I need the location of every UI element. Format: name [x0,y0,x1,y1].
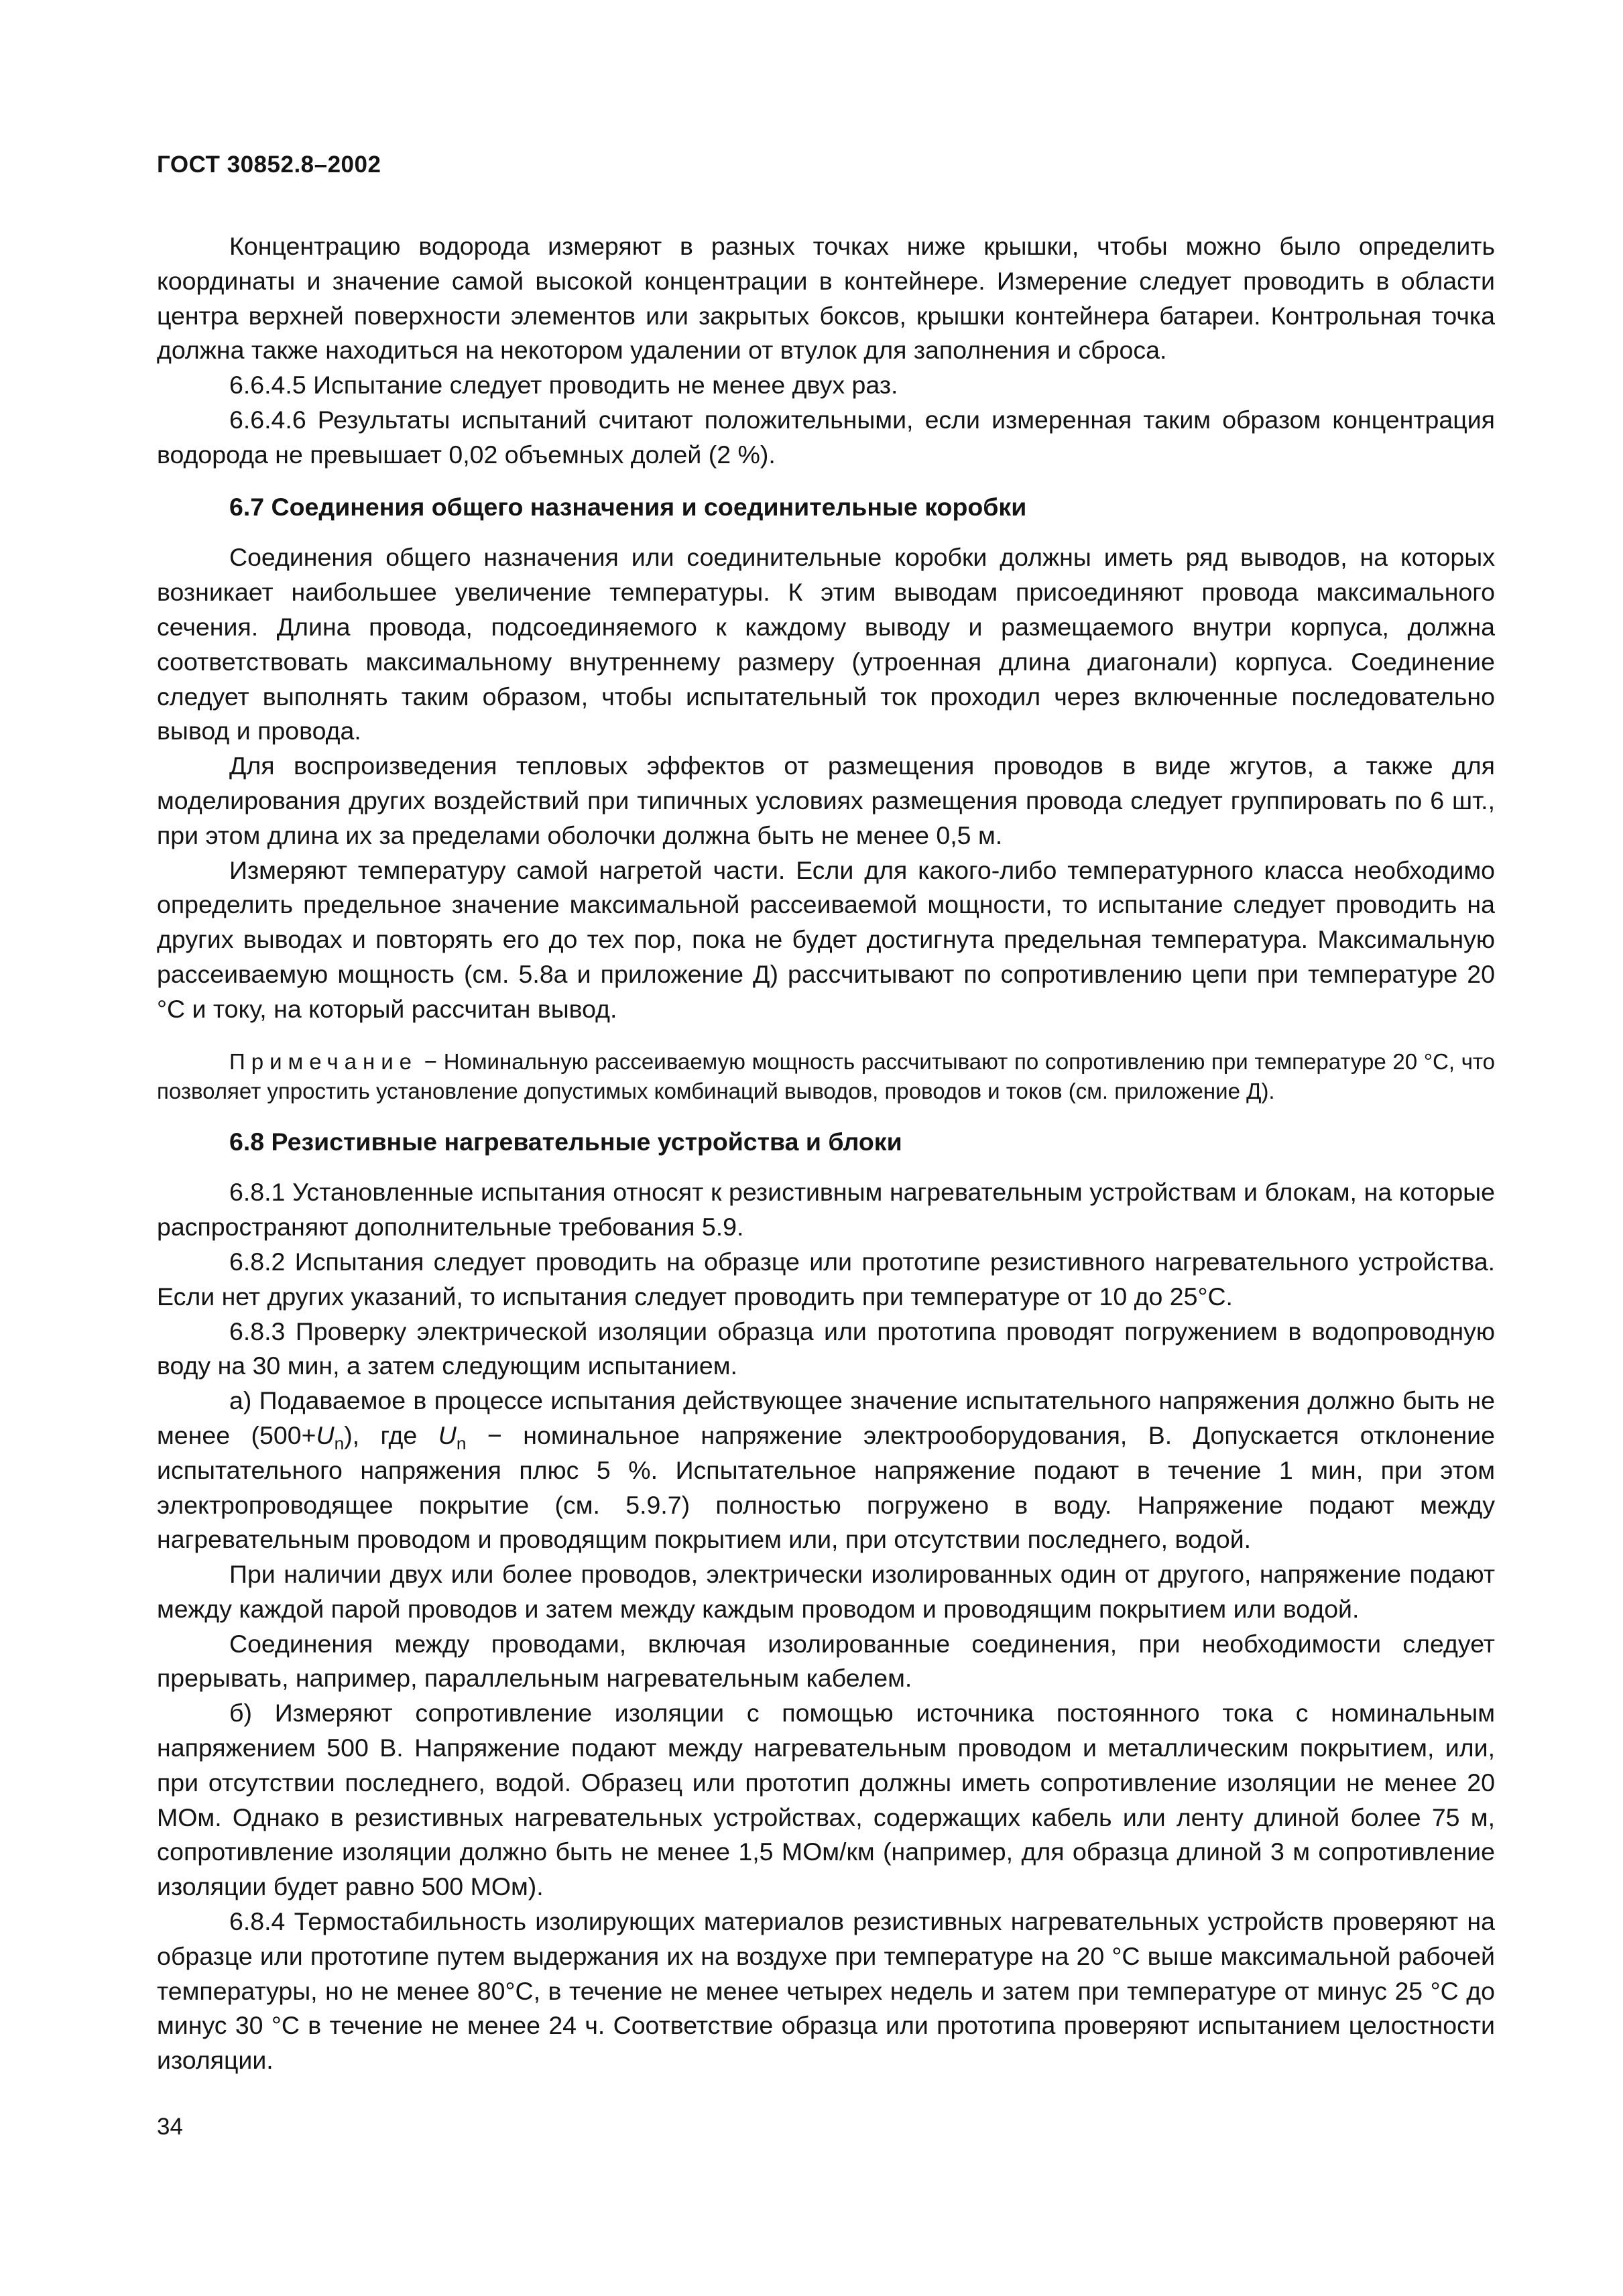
section-heading-6-8: 6.8 Резистивные нагревательные устройства и блоки [229,1127,902,1156]
text-run: ), где [344,1421,438,1449]
voltage-symbol: U [438,1421,457,1449]
paragraph: Соединения общего назначения или соединительные коробки должны иметь ряд выводов, на которых возникает наибольшее увеличение температуры. К этим выводам присоединяют провода максимального сечения. Длина провода, подсоединяемого к каждому выводу и размещаемого внутри корпуса, должна соответствовать максимальному внутреннему размеру (утроенная длина диагонали) корпуса. Соединение следует выполнять таким образом, чтобы испытательный ток проходил через включенные последовательно вывод и провода. [157,543,1495,745]
paragraph: Для воспроизведения тепловых эффектов от размещения проводов в виде жгутов, а также для моделирования других воздействий при типичных условиях размещения провода следует группировать по 6 шт., при этом длина их за пределами оболочки должна быть не менее 0,5 м. [157,751,1495,849]
voltage-symbol: U [316,1421,335,1449]
note-label: Примечание [229,1048,418,1074]
paragraph: 6.8.4 Термостабильность изолирующих материалов резистивных нагревательных устройств проверяют на образце или прототипе путем выдержания их на воздухе при температуре на 20 °С выше максимальной рабочей температуры, но не менее 80°С, в течение не менее четырех недель и затем при температуре от минус 25 °С до минус 30 °С в течение не менее 24 ч. Соответствие образца или прототипа проверяют испытанием целостности изоляции. [157,1907,1495,2075]
paragraph: Измеряют температуру самой нагретой части. Если для какого-либо температурного класса необходимо определить предельное значение максимальной рассеиваемой мощности, то испытание следует проводить на других выводах и повторять его до тех пор, пока не будет достигнута предельная температура. Максимальную рассеиваемую мощность (см. 5.8а и приложение Д) рассчитывают по сопротивлению цепи при температуре 20 °С и току, на который рассчитан вывод. [157,855,1495,1023]
text-run: а) Подаваемое в процессе испытания действующее значение испытательного напряжения должно быть не менее (500+ [157,1386,1495,1449]
section-heading-6-7: 6.7 Соединения общего назначения и соединительные коробки [229,492,1027,521]
paragraph: Соединения между проводами, включая изолированные соединения, при необходимости следует прерывать, например, параллельным нагревательным кабелем. [157,1629,1495,1693]
paragraph: Концентрацию водорода измеряют в разных точках ниже крышки, чтобы можно было определить координаты и значение самой высокой концентрации в контейнере. Измерение следует проводить в области центра верхней поверхности элементов или закрытых боксов, крышки контейнера батареи. Контрольная точка должна также находиться на некотором удалении от втулок для заполнения и сброса. [157,232,1495,365]
note [157,1047,1495,1106]
paragraph: 6.8.2 Испытания следует проводить на образце или прототипе резистивного нагревательного устройства. Если нет других указаний, то испытания следует проводить при температуре от 10 до 25°С. [157,1247,1495,1311]
note-text: − Номинальную рассеиваемую мощность рассчитывают по сопротивлению при температуре 20 °С, что позволяет упростить установление допустимых комбинаций выводов, проводов и токов (см. приложение Д). [157,1048,1495,1103]
paragraph [157,1384,1495,1557]
subscript: n [334,1433,345,1453]
paragraph: б) Измеряют сопротивление изоляции с помощью источника постоянного тока с номинальным напряжением 500 В. Напряжение подают между нагревательным проводом и металлическим покрытием, или, при отсутствии последнего, водой. Образец или прототип должны иметь сопротивление изоляции не менее 20 МОм. Однако в резистивных нагревательных устройствах, содержащих кабель или ленту длиной более 75 м, сопротивление изоляции должно быть не менее 1,5 МОм/км (например, для образца длиной 3 м сопротивление изоляции будет равно 500 МОм). [157,1699,1495,1901]
document-header: ГОСТ 30852.8–2002 [157,152,381,178]
paragraph: При наличии двух или более проводов, электрически изолированных один от другого, напряжение подают между каждой парой проводов и затем между каждым проводом и проводящим покрытием или водой. [157,1560,1495,1623]
paragraph: 6.8.1 Установленные испытания относят к резистивным нагревательным устройствам и блокам, на которые распространяют дополнительные требования 5.9. [157,1178,1495,1242]
paragraph: 6.6.4.5 Испытание следует проводить не менее двух раз. [229,371,898,400]
page-number: 34 [157,2114,183,2140]
paragraph: 6.8.3 Проверку электрической изоляции образца или прототипа проводят погружением в водопроводную воду на 30 мин, а затем следующим испытанием. [157,1317,1495,1380]
document-body [157,229,1495,2078]
text-run: − номинальное напряжение электрооборудования, В. Допускается отклонение испытательного напряжения плюс 5 %. Испытательное напряжение подают в течение 1 мин, при этом электропроводящее покрытие (см. 5.9.7) полностью погружено в воду. Напряжение подают между нагревательным проводом и проводящим покрытием или, при отсутствии последнего, водой. [157,1421,1495,1554]
subscript: n [456,1433,467,1453]
paragraph: 6.6.4.6 Результаты испытаний считают положительными, если измеренная таким образом концентрация водорода не превышает 0,02 объемных долей (2 %). [157,405,1495,469]
